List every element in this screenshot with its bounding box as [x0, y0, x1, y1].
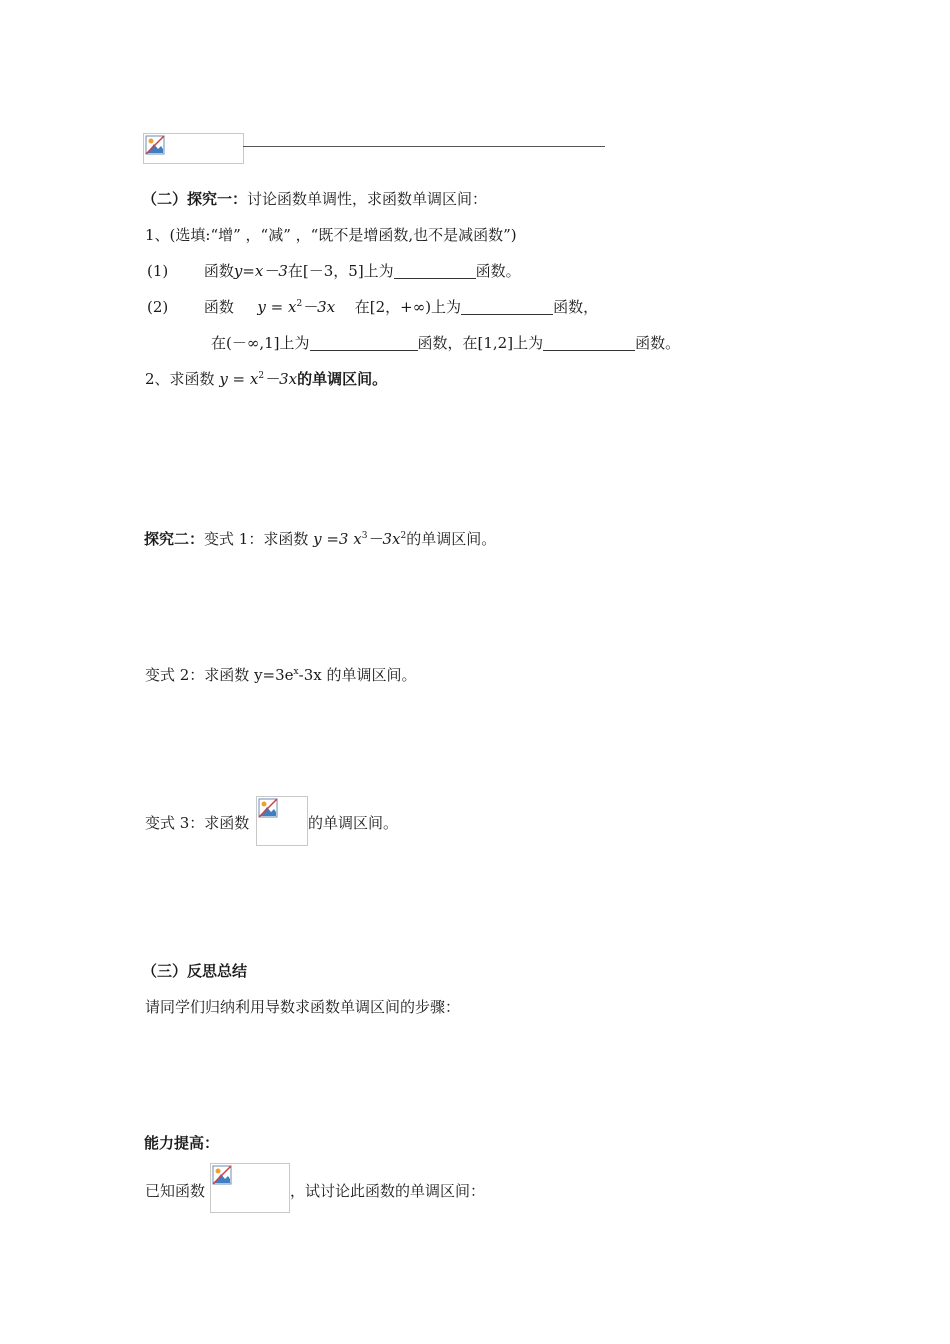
ability-post: ，试讨论此函数的单调区间：: [290, 1182, 486, 1200]
q2: [145, 368, 387, 389]
q1-item2: [147, 296, 598, 317]
item1-blank[interactable]: [394, 264, 476, 279]
item2-blank-3[interactable]: [543, 336, 635, 351]
ability-formula-image: [210, 1163, 290, 1213]
broken-image-icon: [212, 1165, 232, 1185]
q2-post: 的单调区间。: [297, 370, 388, 388]
v2-pre: 变式 2：求函数 y=3e: [145, 666, 294, 684]
q1-item2-line2: [211, 332, 680, 353]
variant1: [144, 528, 496, 549]
section3-heading: （三）反思总结: [142, 962, 248, 980]
variant3-formula-image: [256, 796, 308, 846]
q2-pre: 2、求函数: [145, 370, 220, 388]
item2-blank-1[interactable]: [461, 300, 553, 315]
item1-mid: 在[－3，5]上为: [287, 262, 394, 280]
item1-post: 函数。: [475, 262, 521, 280]
variant2: [145, 664, 416, 685]
q2-exp: 2: [258, 371, 265, 381]
item1-pre: 函数: [203, 262, 234, 280]
item2-line2-b: 函数，在[1,2]上为: [417, 334, 544, 352]
explore2-heading: 探究二：: [144, 530, 205, 548]
v1-post: 的单调区间。: [406, 530, 497, 548]
item2-func-y: y = x: [257, 298, 297, 316]
item2-blank-2[interactable]: [310, 336, 418, 351]
item2-line2-c: 函数。: [635, 334, 681, 352]
section2-heading: [142, 188, 487, 209]
v1-pre: 变式 1：求函数: [204, 530, 314, 548]
item2-post: 函数，: [553, 298, 599, 316]
ability-pre: 已知函数: [145, 1182, 206, 1200]
section3-text: 请同学们归纳利用导数求函数单调区间的步骤：: [145, 998, 461, 1016]
v2-sup: x: [293, 667, 299, 677]
v1-exp2: 2: [400, 531, 407, 541]
top-rule: [243, 146, 605, 147]
q2-func-y: y = x: [219, 370, 259, 388]
item2-mid: 在[2，+∞)上为: [354, 298, 462, 316]
item1-func: y=x－3: [233, 262, 288, 280]
top-image-placeholder: [143, 133, 244, 164]
broken-image-icon: [145, 135, 165, 155]
item2-func-rest: －3x: [302, 298, 336, 316]
q1-intro: 1、(选填:“增” ，“减” ，“既不是增函数,也不是减函数”): [145, 226, 517, 244]
item2-line2-a: 在(－∞,1]上为: [211, 334, 310, 352]
item2-exp: 2: [296, 299, 303, 309]
v1-f2: －3x: [367, 530, 401, 548]
item2-pre: 函数: [203, 298, 234, 316]
v1-exp3: 3: [361, 531, 368, 541]
v2-post: -3x 的单调区间。: [298, 666, 417, 684]
q1-item1: [147, 260, 521, 281]
ability-heading: 能力提高：: [144, 1134, 220, 1152]
section2-heading-rest: 讨论函数单调性，求函数单调区间：: [247, 190, 488, 208]
q2-func-rest: －3x: [264, 370, 298, 388]
item2-number: (2): [147, 298, 169, 316]
section2-heading-bold: （二）探究一：: [142, 190, 248, 208]
broken-image-icon: [258, 798, 278, 818]
item1-number: (1): [147, 262, 169, 280]
v1-f1: y =3 x: [313, 530, 362, 548]
variant3-pre: 变式 3：求函数: [145, 814, 250, 832]
variant3-post: 的单调区间。: [308, 814, 399, 832]
